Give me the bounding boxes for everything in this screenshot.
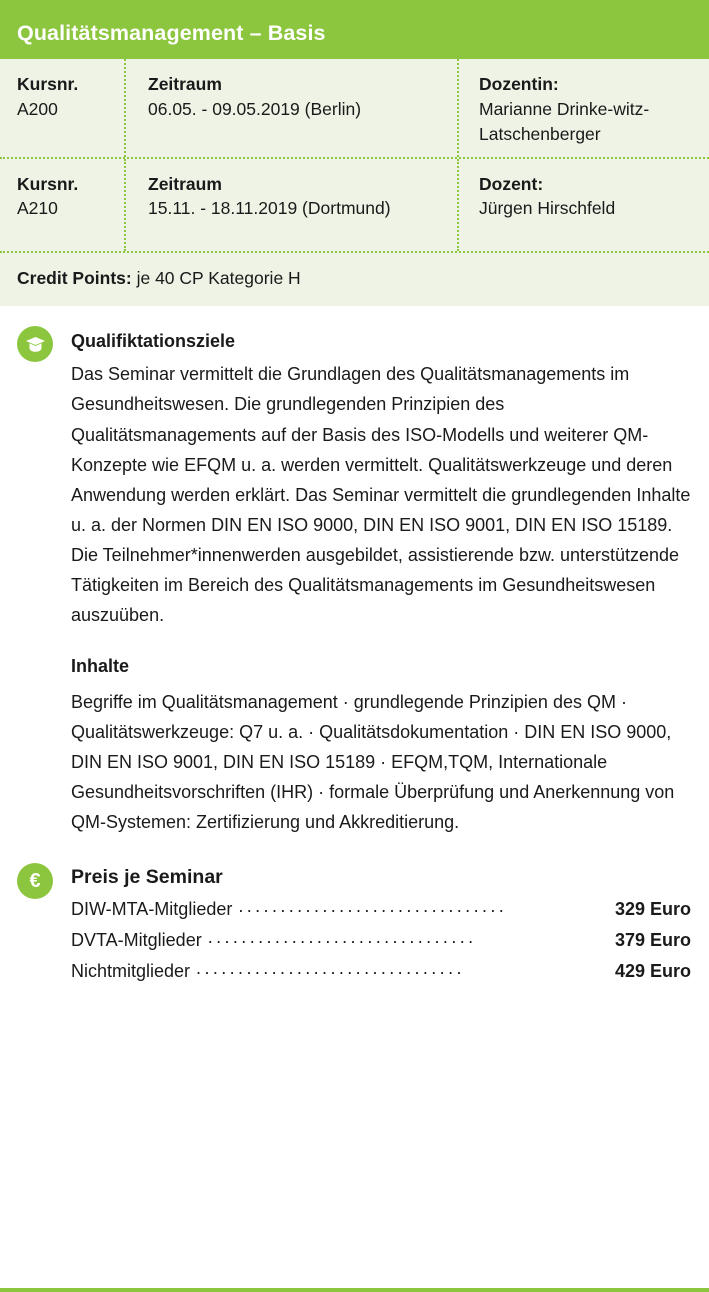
course-number-value: A210 — [17, 198, 58, 219]
credit-points-value: je 40 CP Kategorie H — [131, 267, 301, 288]
course-lecturer-label: Dozent: — [479, 173, 544, 194]
qualification-goals-heading: Qualifiktationsziele — [71, 331, 236, 352]
course-period-value: 15.11. - 18.11.2019 (Dortmund) — [148, 198, 391, 219]
list-item — [71, 894, 691, 925]
course-lecturer-label: Dozentin: — [479, 74, 559, 94]
graduation-cap-icon — [17, 326, 53, 362]
price-row-amount: 379 Euro — [614, 930, 691, 951]
price-row-amount: 329 Euro — [614, 899, 691, 920]
credit-points-label: Credit Points: — [17, 267, 132, 288]
price-section — [0, 863, 709, 987]
contents-heading: Inhalte — [71, 655, 130, 676]
euro-icon — [17, 863, 53, 899]
course-lecturer-cell — [459, 159, 709, 251]
price-row-dots: ................................ — [238, 896, 508, 917]
course-period-value: 06.05. - 09.05.2019 (Berlin) — [148, 98, 362, 119]
course-number-label: Kursnr. — [17, 74, 79, 94]
price-row-label: DVTA-Mitglieder — [71, 930, 202, 951]
euro-glyph: € — [29, 870, 41, 893]
qualification-goals-body — [71, 326, 691, 837]
list-item — [71, 956, 691, 987]
table-row — [0, 59, 709, 159]
course-period-label: Zeitraum — [148, 173, 222, 194]
course-period-cell — [126, 59, 459, 157]
course-period-label: Zeitraum — [148, 74, 222, 94]
contents-text: Begriffe im Qualitätsmanagement · grundlegende Prinzipien des QM · Qualitätswerkzeuge: Q7 u. a. · Qualitätsdokumentation · DIN EN ISO 9000, DIN EN ISO 9001, DIN EN ISO 15189 · EFQM,TQM, Internationale Gesundheitsvorschriften (IHR) · formale Überprüfung und Anerkennung von QM-Systemen: Zertifizierung und Akkreditierung. — [71, 691, 675, 833]
qualification-goals-text: Das Seminar vermittelt die Grundlagen des Qualitätsmanagements im Gesundheitswesen. Die grundlegenden Prinzipien des Qualitätsmanagements auf der Basis des ISO-Modells und weiterer QM-Konzepte wie EFQM u. a. werden vermittelt. Qualitätswerkzeuge und deren Anwendung werden erklärt. Das Seminar vermittelt die grundlegenden Inhalte u. a. der Normen DIN EN ISO 9000, DIN EN ISO 9001, DIN EN ISO 15189. Die Teilnehmer*innenwerden ausgebildet, assistierende bzw. unterstützende Tätigkeiten im Bereich des Qualitätsmanagements im Gesundheitswesen auszuüben. — [71, 364, 691, 625]
table-row — [0, 159, 709, 251]
course-period-cell — [126, 159, 459, 251]
course-number-value: A200 — [17, 98, 58, 119]
qualification-goals-section — [0, 326, 709, 837]
price-row-amount: 429 Euro — [614, 961, 691, 982]
page-title: Qualitätsmanagement – Basis — [17, 20, 326, 45]
course-lecturer-value: Marianne Drinke-witz-Latschenberger — [479, 98, 650, 144]
list-item — [71, 925, 691, 956]
credit-points-row — [0, 253, 709, 307]
price-row-dots: ................................ — [196, 958, 465, 979]
course-number-cell — [0, 59, 126, 157]
price-row-label: Nichtmitglieder — [71, 961, 191, 982]
course-lecturer-value: Jürgen Hirschfeld — [479, 198, 616, 219]
price-row-label: DIW-MTA-Mitglieder — [71, 899, 233, 920]
card-title-bar — [0, 7, 709, 59]
course-number-cell — [0, 159, 126, 251]
course-table — [0, 59, 709, 306]
course-lecturer-cell — [459, 59, 709, 157]
price-row-dots: ................................ — [207, 927, 477, 948]
price-body — [71, 863, 691, 987]
price-heading: Preis je Seminar — [71, 866, 223, 889]
price-list — [71, 894, 691, 987]
course-number-label: Kursnr. — [17, 173, 79, 194]
